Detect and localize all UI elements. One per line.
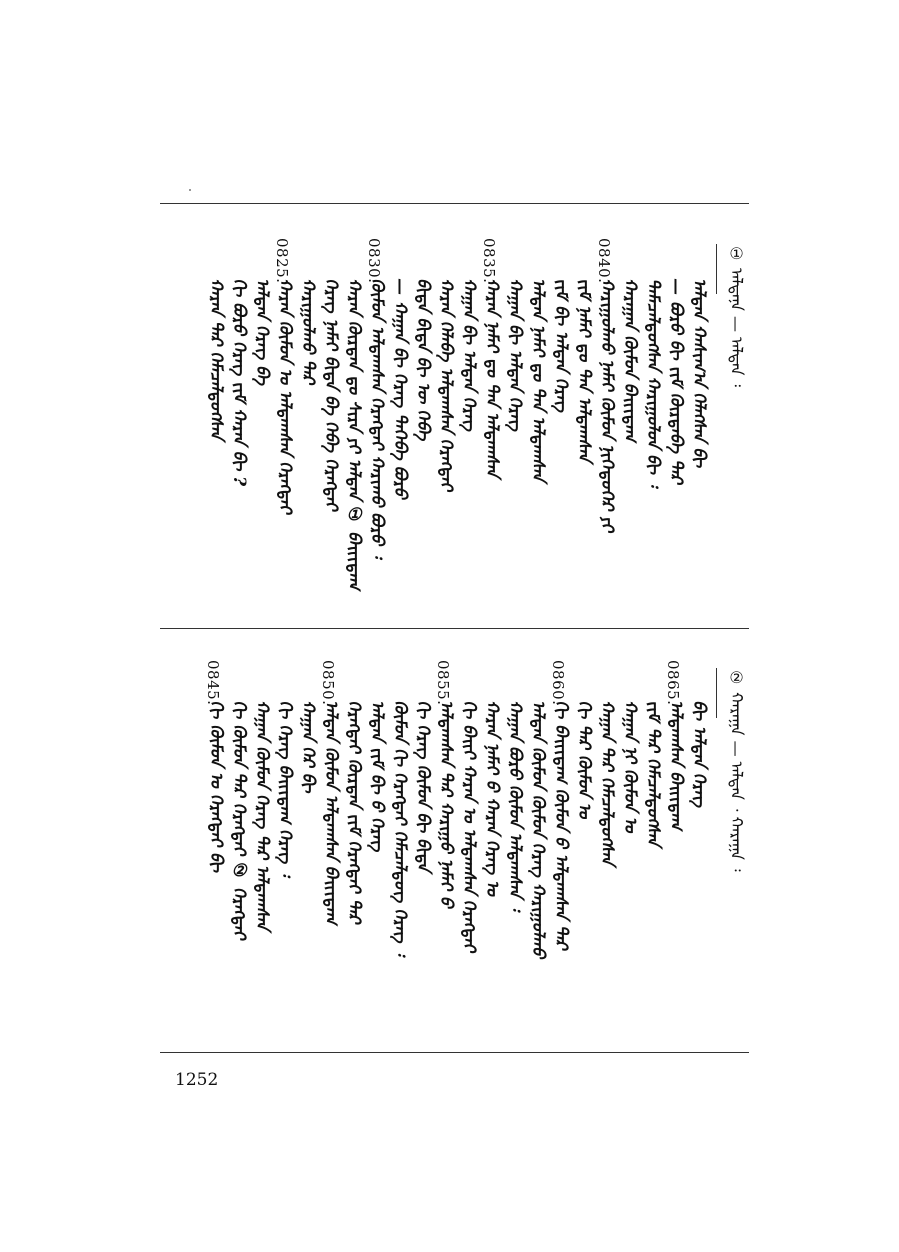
line-number: 0845. (204, 660, 222, 706)
footnote-separator (716, 244, 717, 294)
verse-line: ᠬᠢ ᠬᠡᠷᠡᠭ ᠪᠠᠢᠢᠳᠠᠭ ᠬᠡᠷᠡᠭ ᠄ (275, 700, 295, 876)
footnote-marker: ① (727, 244, 746, 263)
rule-bottom (160, 1052, 749, 1053)
verse-line: ᠵᠢᠮ ᠨᠠᠮᠠᠢ ᠳᠤ ᠲᠠᠨ ᠠᠯᠳᠠᠭᠰᠠᠨ (574, 278, 594, 462)
footnote-separator (716, 668, 717, 718)
footnote (728, 244, 744, 387)
verse-line: ᠬᠠᠭᠠᠨ ᠪᠢ ᠠᠯᠲᠠᠨ ᠬᠡᠷᠡᠭ (459, 278, 479, 431)
line-number: 0860. (549, 660, 567, 706)
verse-line: ᠠᠯᠲᠠᠨ ᠨᠠᠮᠠᠢ ᠳᠤ ᠲᠠᠨ ᠠᠯᠳᠠᠭᠰᠠᠨ (528, 278, 548, 482)
verse-line: ᠬᠦᠮᠦᠨ ᠠᠯᠳᠠᠭᠰᠠᠨ ᠬᠡᠷᠡᠭᠲᠡᠢ ᠬᠠᠷᠢᠬᠤ ᠪᠣᠷᠣ ᠄ (367, 278, 387, 558)
verse-line: ᠬᠠᠷᠠᠨ ᠬᠦᠷᠳᠡᠨ ᠳᠤ ᠰᠢᠷᠡ ᠶᠢ ᠠᠯᠲᠠᠨ ① ᠪᠠᠢᠢᠳᠠᠭ (344, 278, 364, 590)
verse-line: ᠬᠢ ᠬᠦᠮᠦᠨ ᠤ ᠬᠡᠷᠡᠭᠲᠡᠢ ᠪᠢ (206, 700, 226, 872)
rule-middle (160, 628, 749, 629)
verse-line: — ᠬᠠᠭᠠᠨ ᠪᠢ ᠬᠡᠷᠡᠭ ᠲᠡᠭᠡᠪᠡ ᠪᠣᠷᠣ (390, 278, 410, 499)
verse-line: ᠬᠢ ᠬᠦᠮᠦᠨ ᠲᠡᠷ ᠬᠡᠷᠡᠭᠲᠡᠢ ② ᠬᠡᠷᠡᠭᠲᠡᠢ (229, 700, 249, 940)
verse-line: ᠬᠢ ᠪᠣᠷᠣ ᠬᠡᠷᠡᠭ ᠵᠢᠮ ᠬᠠᠷᠠᠨ ᠪᠢ ? (229, 278, 249, 487)
verse-line: ᠬᠠᠷᠠᠨ ᠬᠦᠮᠦᠨ ᠤ ᠠᠯᠳᠠᠭᠰᠠᠨ ᠬᠡᠷᠡᠭᠲᠡᠢ (275, 278, 295, 514)
line-number: 0865. (664, 660, 682, 706)
footnote-text: ᠬᠠᠷᠠᠭᠠ — ᠠᠯᠲᠠᠨ ᠂ ᠬᠠᠷᠠᠭᠠ ᠄ (727, 692, 746, 872)
verse-line: ᠲᠡᠮᠡᠴᠡᠯᠳᠦᠭᠰᠡᠨ ᠬᠠᠷᠢᠭᠤᠯᠤᠨ ᠪᠢ ᠄ (643, 278, 663, 487)
line-number: 0825. (273, 238, 291, 284)
footnote (728, 668, 744, 872)
verse-line: ᠠᠯᠳᠠᠭᠰᠠᠨ ᠲᠡᠷ ᠬᠠᠷᠢᠭᠤ ᠨᠠᠮᠠᠢ ᠪ (436, 700, 456, 908)
verse-line: ᠠᠯᠲᠠᠨ ᠬᠦᠮᠦᠨ ᠬᠦᠮᠦᠨ ᠬᠡᠷᠡᠭ ᠬᠠᠷᠢᠭᠤᠯᠬᠤ (528, 700, 548, 958)
page-number: 1252 (175, 1070, 219, 1090)
stray-mark (189, 189, 191, 191)
footnote-marker: ② (727, 668, 746, 687)
verse-line: ᠠᠯᠲᠠᠨ ᠬᠠᠰᠢᠭ᠎ᠠ ᠬᠡᠯᠡᠭᠰᠡᠨ ᠪᠢ (689, 278, 709, 467)
verse-line: ᠪᠢ ᠠᠯᠲᠠᠨ ᠬᠡᠷᠡᠭ (689, 700, 709, 807)
verse-line: ᠠᠯᠲᠠᠨ ᠵᠢᠮ ᠪᠢ ᠪ ᠬᠡᠷᠡᠭ (367, 700, 387, 852)
verse-line: ᠬᠠᠭᠠᠨ ᠪᠢ ᠠᠯᠲᠠᠨ ᠬᠡᠷᠡᠭ (505, 278, 525, 431)
verse-line: ᠬᠢ ᠲᠡᠷ ᠬᠦᠮᠦᠨ ᠤ (574, 700, 594, 819)
verse-line: ᠬᠦᠮᠦᠨ ᠬᠢ ᠬᠡᠷᠡᠭᠲᠡᠢ ᠬᠡᠮᠡᠴᠡᠯᠳᠦᠭ ᠬᠡᠷᠡᠭ ᠄ (390, 700, 410, 956)
line-number: 0850. (319, 660, 337, 706)
verse-line: ᠬᠠᠷᠢᠭᠤᠯᠬᠤ ᠲᠡᠷ (298, 278, 318, 384)
verse-line: — ᠪᠣᠷᠣ ᠪᠢ ᠵᠢᠮ ᠬᠦᠷᠳᠡᠪᠡ ᠲᠡᠷ (666, 278, 686, 484)
verse-line: ᠬᠠᠭᠠᠨ ᠬᠦᠮᠦᠨ ᠬᠡᠷᠡᠭ ᠲᠡᠷ ᠠᠯᠳᠠᠭᠰᠠᠨ (252, 700, 272, 930)
verse-line: ᠬᠠᠭᠠᠨ ᠬᠡᠷ ᠪᠢ (298, 700, 318, 793)
verse-line: ᠬᠠᠷᠠᠭᠠᠨ ᠬᠦᠮᠦᠨ ᠪᠠᠢᠢᠳᠠᠭ (620, 278, 640, 442)
verse-line: ᠬᠠᠷᠠᠨ ᠬᠡᠯᠡᠪᠡ ᠠᠯᠳᠠᠭᠰᠠᠨ ᠬᠡᠷᠡᠭᠲᠡᠢ (436, 278, 456, 491)
verse-line: ᠠᠯᠳᠠᠭᠰᠠᠨ ᠪᠠᠢᠢᠳᠠᠭ (666, 700, 686, 830)
footnote-text: ᠠᠯᠲᠠᠨᠠ — ᠠᠯᠲᠠᠨ ᠄ (727, 268, 746, 387)
verse-line: ᠬᠡᠷᠡᠭ ᠨᠠᠮᠠᠢ ᠪᠢᠳᠡ ᠪᠠ ᠬᠡᠪᠡ ᠬᠡᠷᠡᠭᠲᠡᠢ (321, 278, 341, 511)
verse-line: ᠬᠠᠭᠠᠨ ᠨᠢ ᠬᠦᠮᠦᠨ ᠤ (620, 700, 640, 833)
verse-line: ᠬᠡᠷᠡᠭᠲᠡᠢ ᠬᠦᠷᠳᠡᠨ ᠵᠢᠮ ᠬᠡᠷᠡᠭᠲᠡᠢ ᠲᠡᠷ (344, 700, 364, 924)
verse-line: ᠬᠢ ᠬᠡᠷᠡᠭ ᠬᠦᠮᠦᠨ ᠪᠢ ᠪᠢᠳᠡ (413, 700, 433, 872)
line-number: 0855. (434, 660, 452, 706)
verse-line: ᠪᠢᠳᠡ ᠪᠢᠳᠡ ᠪᠢ ᠦ ᠭᠡᠪᠡ (413, 278, 433, 441)
verse-line: ᠬᠠᠷᠠᠨ ᠲᠡᠷ ᠬᠡᠮᠡᠴᠡᠯᠳᠦᠭᠰᠡᠨ (206, 278, 226, 440)
verse-line: ᠠᠯᠲᠠᠨ ᠬᠡᠷᠡᠭ ᠪᠠ (252, 278, 272, 385)
verse-line: ᠵᠢᠮ ᠪᠢ ᠠᠯᠲᠠᠨ ᠬᠡᠷᠡᠭ (551, 278, 571, 412)
verse-line: ᠠᠯᠲᠠᠨ ᠬᠦᠮᠦᠨ ᠠᠯᠳᠠᠭᠰᠠᠨ ᠪᠠᠢᠢᠳᠠᠭ (321, 700, 341, 924)
verse-line: ᠬᠠᠭᠠᠨ ᠲᠡᠷ ᠬᠡᠮᠡᠴᠡᠯᠳᠦᠭᠰᠡᠨ (597, 700, 617, 865)
verse-line: ᠬᠠᠷᠠᠨ ᠨᠠᠮᠠᠢ ᠪ ᠬᠠᠷᠠᠨ ᠬᠡᠷᠡᠭ ᠤ (482, 700, 502, 896)
verse-line: ᠵᠢᠮ ᠲᠡᠷ ᠬᠡᠮᠡᠴᠡᠯᠳᠦᠭᠰᠡᠨ (643, 700, 663, 846)
rule-top (160, 203, 749, 204)
verse-line: ᠬᠠᠷᠢᠭᠤᠯᠬᠤ ᠨᠠᠮᠠᠢ ᠬᠦᠮᠦᠨ ᠨᠢᠭᠡᠳᠦᠭᠡᠷ ᠶᠢ (597, 278, 617, 532)
verse-line: ᠬᠠᠭᠠᠨ ᠪᠣᠷᠣ ᠬᠦᠮᠦᠨ ᠠᠯᠳᠠᠭᠰᠠᠨ ᠄ (505, 700, 525, 911)
verse-line: ᠬᠢ ᠪᠠᠢᠢᠳᠠᠭ ᠬᠦᠮᠦᠨ ᠪ ᠠᠯᠳᠠᠭᠰᠠᠨ ᠲᠡᠷ (551, 700, 571, 950)
line-number: 0835. (480, 238, 498, 284)
line-number: 0830. (365, 238, 383, 284)
verse-line: ᠬᠢ ᠪᠠᠢᠢ ᠬᠠᠷᠠᠨ ᠤ ᠠᠯᠳᠠᠭᠰᠠᠨ ᠬᠡᠷᠡᠭᠲᠡᠢ (459, 700, 479, 952)
verse-line: ᠬᠠᠷᠠᠨ ᠨᠠᠮᠠᠢ ᠳᠤ ᠲᠠᠨ ᠠᠯᠳᠠᠭᠰᠠᠨ (482, 278, 502, 477)
line-number: 0840. (595, 238, 613, 284)
